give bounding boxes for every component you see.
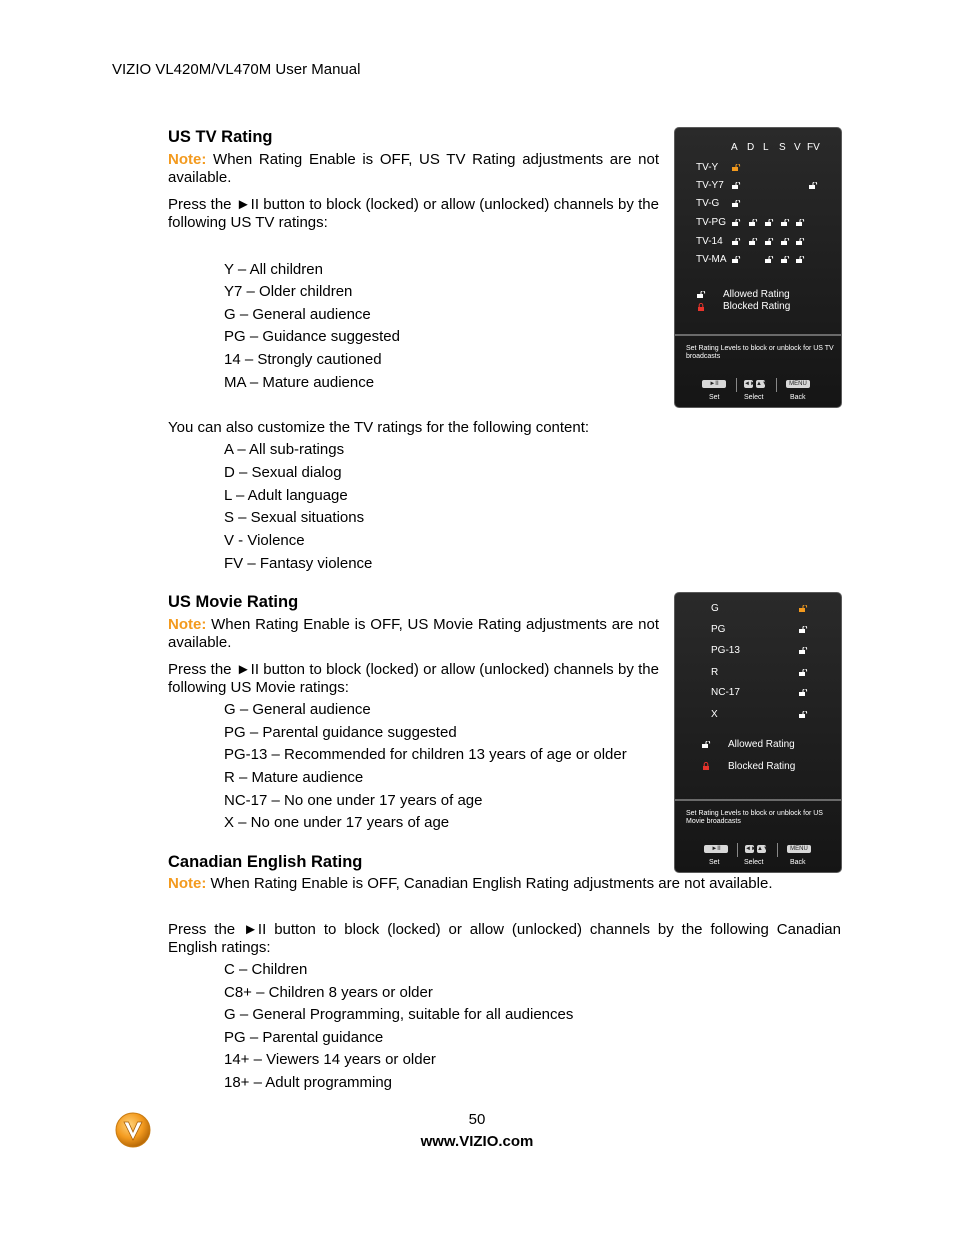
list-item: 14+ – Viewers 14 years or older xyxy=(224,1051,436,1068)
unlock-icon[interactable] xyxy=(732,164,741,171)
unlock-icon[interactable] xyxy=(781,238,790,245)
row-tv-y7: TV-Y7 xyxy=(696,180,724,191)
back-label: Back xyxy=(790,394,806,401)
unlock-icon[interactable] xyxy=(732,200,741,207)
note-label: Note: xyxy=(168,616,207,633)
us-movie-rating-screen xyxy=(674,592,842,873)
divider xyxy=(675,334,841,336)
unlock-icon[interactable] xyxy=(796,219,805,226)
list-item: Y – All children xyxy=(224,261,323,278)
us-tv-customize-text: You can also customize the TV ratings for the following content: xyxy=(168,419,590,436)
us-tv-press-text: Press the ►II button to block (locked) or allow (unlocked) channels by the following US TV ratings: xyxy=(168,196,659,231)
row-tv-14: TV-14 xyxy=(696,236,723,247)
col-d: D xyxy=(747,142,755,153)
col-v: V xyxy=(794,142,801,153)
list-item: C8+ – Children 8 years or older xyxy=(224,984,433,1001)
list-item: NC-17 – No one under 17 years of age xyxy=(224,792,483,809)
unlock-icon xyxy=(697,291,706,298)
us-movie-heading: US Movie Rating xyxy=(168,593,299,611)
note-label: Note: xyxy=(168,875,207,892)
unlock-icon[interactable] xyxy=(809,182,818,189)
col-fv: FV xyxy=(807,142,820,153)
allowed-rating-label: Allowed Rating xyxy=(723,289,790,300)
unlock-icon[interactable] xyxy=(799,605,808,612)
list-item: L – Adult language xyxy=(224,487,348,504)
note-text: When Rating Enable is OFF, Canadian English Rating adjustments are not available. xyxy=(210,875,773,892)
note-label: Note: xyxy=(168,151,207,168)
back-label: Back xyxy=(790,859,806,866)
list-item: 18+ – Adult programming xyxy=(224,1074,393,1091)
list-item: PG-13 – Recommended for children 13 years of age or older xyxy=(224,746,627,763)
unlock-icon[interactable] xyxy=(781,219,790,226)
website-url: www.VIZIO.com xyxy=(420,1133,534,1150)
col-s: S xyxy=(779,142,786,153)
up-down-key: ▲▼ xyxy=(757,846,769,852)
unlock-icon[interactable] xyxy=(732,238,741,245)
list-item: A – All sub-ratings xyxy=(224,441,345,458)
unlock-icon[interactable] xyxy=(799,647,808,654)
divider xyxy=(737,843,738,857)
unlock-icon[interactable] xyxy=(799,626,808,633)
list-item: FV – Fantasy violence xyxy=(224,555,373,572)
set-label: Set xyxy=(709,394,720,401)
unlock-icon[interactable] xyxy=(749,219,758,226)
unlock-icon[interactable] xyxy=(765,238,774,245)
row-x: X xyxy=(711,709,718,720)
canadian-note xyxy=(168,875,848,893)
help-text: Set Rating Levels to block or unblock for US Movie broadcasts xyxy=(686,810,823,825)
row-pg-13: PG-13 xyxy=(711,645,740,656)
blocked-rating-label: Blocked Rating xyxy=(723,301,791,312)
row-nc-17: NC-17 xyxy=(711,687,740,698)
lock-icon xyxy=(702,762,711,770)
divider xyxy=(776,378,777,392)
unlock-icon[interactable] xyxy=(732,219,741,226)
row-tv-pg: TV-PG xyxy=(696,217,727,228)
unlock-icon[interactable] xyxy=(796,256,805,263)
unlock-icon[interactable] xyxy=(749,238,758,245)
list-item: 14 – Strongly cautioned xyxy=(224,351,382,368)
help-text: Set Rating Levels to block or unblock for US TV broadcasts xyxy=(686,345,834,360)
list-item: MA – Mature audience xyxy=(224,374,375,391)
note-text: When Rating Enable is OFF, US TV Rating adjustments are not available. xyxy=(168,151,659,186)
divider xyxy=(777,843,778,857)
manual-title: VIZIO VL420M/VL470M User Manual xyxy=(112,61,361,78)
col-a: A xyxy=(731,142,738,153)
select-label: Select xyxy=(744,394,764,401)
row-pg: PG xyxy=(711,624,726,635)
divider xyxy=(675,799,841,801)
us-tv-note xyxy=(168,151,659,187)
page-number: 50 xyxy=(468,1111,486,1128)
list-item: V - Violence xyxy=(224,532,305,549)
unlock-icon[interactable] xyxy=(765,219,774,226)
list-item: G – General audience xyxy=(224,306,371,323)
list-item: PG – Parental guidance suggested xyxy=(224,724,457,741)
list-item: X – No one under 17 years of age xyxy=(224,814,450,831)
divider xyxy=(736,378,737,392)
unlock-icon[interactable] xyxy=(796,238,805,245)
list-item: D – Sexual dialog xyxy=(224,464,342,481)
list-item: Y7 – Older children xyxy=(224,283,353,300)
unlock-icon[interactable] xyxy=(732,182,741,189)
menu-key: MENU xyxy=(787,845,811,853)
row-tv-g: TV-G xyxy=(696,198,720,209)
unlock-icon[interactable] xyxy=(781,256,790,263)
list-item: PG – Guidance suggested xyxy=(224,328,400,345)
us-tv-heading: US TV Rating xyxy=(168,128,273,146)
menu-key: MENU xyxy=(786,380,810,388)
unlock-icon[interactable] xyxy=(732,256,741,263)
canadian-press-text: Press the ►II button to block (locked) or allow (unlocked) channels by the following Canadian English ratings: xyxy=(168,921,841,956)
select-label: Select xyxy=(744,859,764,866)
list-item: C – Children xyxy=(224,961,308,978)
left-right-key: ◄► xyxy=(744,381,756,387)
row-r: R xyxy=(711,667,719,678)
unlock-icon[interactable] xyxy=(799,711,808,718)
row-tv-ma: TV-MA xyxy=(696,254,727,265)
list-item: S – Sexual situations xyxy=(224,509,365,526)
lock-icon xyxy=(697,303,706,311)
list-item: G – General Programming, suitable for all audiences xyxy=(224,1006,574,1023)
allowed-rating-label: Allowed Rating xyxy=(728,739,795,750)
row-tv-y: TV-Y xyxy=(696,162,719,173)
us-movie-press-text: Press the ►II button to block (locked) or allow (unlocked) channels by the following US Movie ratings: xyxy=(168,661,659,696)
unlock-icon xyxy=(702,741,711,748)
us-tv-rating-screen xyxy=(674,127,842,408)
col-l: L xyxy=(763,142,769,153)
us-movie-note xyxy=(168,616,659,652)
list-item: R – Mature audience xyxy=(224,769,364,786)
play-pause-key: ►II xyxy=(702,380,726,388)
up-down-key: ▲▼ xyxy=(756,381,768,387)
set-label: Set xyxy=(709,859,720,866)
list-item: G – General audience xyxy=(224,701,371,718)
list-item: PG – Parental guidance xyxy=(224,1029,384,1046)
blocked-rating-label: Blocked Rating xyxy=(728,761,796,772)
unlock-icon[interactable] xyxy=(765,256,774,263)
row-g: G xyxy=(711,603,719,614)
canadian-heading: Canadian English Rating xyxy=(168,853,363,871)
unlock-icon[interactable] xyxy=(799,689,808,696)
play-pause-key: ►II xyxy=(704,845,728,853)
note-text: When Rating Enable is OFF, US Movie Rating adjustments are not available. xyxy=(168,616,660,651)
unlock-icon[interactable] xyxy=(799,669,808,676)
left-right-key: ◄► xyxy=(745,846,757,852)
